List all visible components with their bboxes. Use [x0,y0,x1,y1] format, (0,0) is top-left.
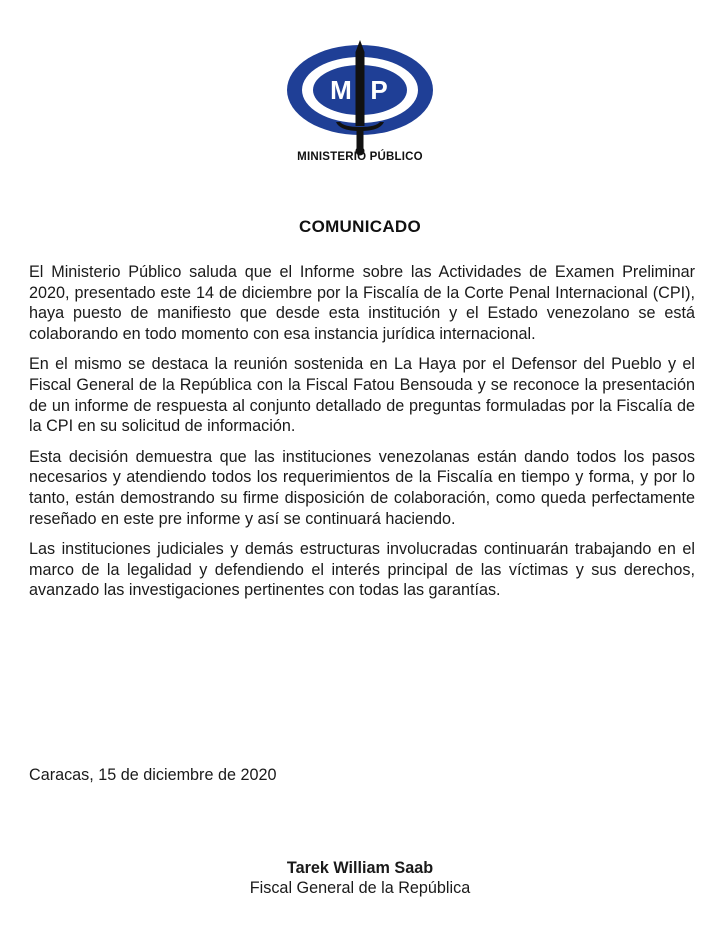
paragraph-4: Las instituciones judiciales y demás estructuras involucradas continuarán trabajando en el marco de la legalidad y defendiendo el interés principal de las víctimas y sus derechos, avanzado las investigaciones pertinentes con todas las garantías. [29,540,695,600]
signatory-title: Fiscal General de la República [249,879,471,897]
signature-block [160,858,560,899]
signatory-name: Tarek William Saab [286,859,434,877]
paragraph-1: El Ministerio Público saluda que el Informe sobre las Actividades de Examen Preliminar 2020, presentado este 14 de diciembre por la Fiscalía de la Corte Penal Internacional (CPI), haya puesto de manifiesto que desde esta institución y el Estado venezolano se está colaborando en todo momento con esa instancia jurídica internacional. [29,263,695,343]
sword-grip [357,131,364,148]
paragraph-3: Esta decisión demuestra que las instituciones venezolanas están dando todos los pasos necesarios y atendiendo todos los requerimientos de la Fiscalía en tiempo y forma, y por lo tanto, están demostrando su firme disposición de colaboración, como queda perfectamente reseñado en este pre informe y así se continuará haciendo. [29,447,695,528]
emblem-letter-m: M [330,75,352,105]
logo-caption: MINISTERIO PÚBLICO [297,151,423,163]
date-line: Caracas, 15 de diciembre de 2020 [29,766,277,784]
emblem-letter-p: P [370,75,388,105]
document-heading: COMUNICADO [299,217,421,236]
paragraph-2: En el mismo se destaca la reunión sostenida en La Haya por el Defensor del Pueblo y el Fiscal General de la República con la Fiscal Fatou Bensouda y se reconoce la presentación de un informe de respuesta al conjunto detallado de preguntas formuladas por la Fiscalía de la CPI en su solicitud de información. [29,355,695,436]
sword-blade [356,40,365,126]
document-body [29,262,695,611]
